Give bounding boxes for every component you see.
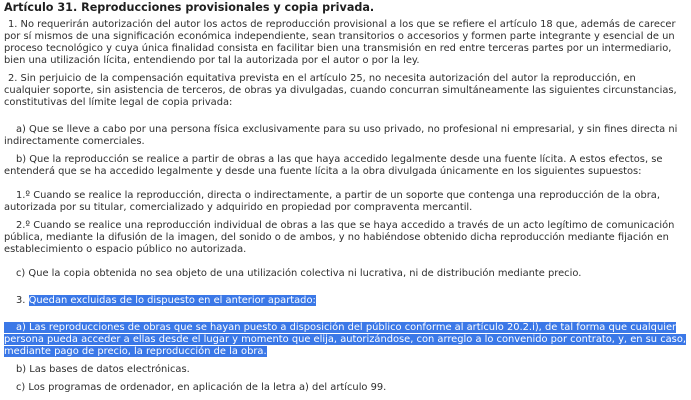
- subitem-1-line-1: 1.º Cuando se realice la reproducción, directa o indirectamente, a partir de un soporte que contenga una reproducción de la obra,: [16, 190, 660, 201]
- subitem-1-line-2: autorizada por su titular, comercializado y adquirido en propiedad por compraventa mercantil.: [4, 202, 473, 213]
- paragraph-3: [16, 295, 316, 307]
- item-b-line-2: entenderá que se ha accedido legalmente y desde una fuente lícita a la obra divulgada únicamente en los siguientes supuestos:: [4, 166, 642, 177]
- item-b-line-1: b) Que la reproducción se realice a partir de obras a las que haya accedido legalmente desde una fuente lícita. A estos efectos, se: [16, 154, 663, 165]
- item-3c: c) Los programas de ordenador, en aplicación de la letra a) del artículo 99.: [16, 382, 387, 393]
- item-3a-line-2-highlight[interactable]: persona pueda acceder a ellas desde el lugar y momento que elija, autorizándose, con arreglo a lo convenido por contrato, y, en su caso,: [4, 334, 687, 345]
- article-title: Artículo 31. Reproducciones provisionales y copia privada.: [4, 1, 375, 14]
- paragraph-1-line-2: por sí mismos de una significación económica independiente, sean transitorios o accesorios y formen parte integrante y esencial de un: [4, 31, 675, 42]
- paragraph-1-line-4: bien una utilización lícita, entendiendo por tal la autorizada por el autor o por la ley.: [4, 55, 420, 66]
- item-3a-line-1: [4, 322, 676, 334]
- item-3a-line-3-highlight[interactable]: mediante pago de precio, la reproducción de la obra.: [4, 346, 267, 357]
- paragraph-2-line-2: cualquier soporte, sin asistencia de terceros, de obras ya divulgadas, cuando concurran simultáneamente las siguientes circunstancias,: [4, 85, 677, 96]
- subitem-2-line-1: 2.º Cuando se realice una reproducción individual de obras a las que se haya accedido a través de un acto legítimo de comunicación: [16, 220, 675, 231]
- paragraph-3-highlighted-text[interactable]: Quedan excluidas de lo dispuesto en el anterior apartado:: [28, 295, 316, 306]
- item-3b: b) Las bases de datos electrónicas.: [16, 364, 190, 375]
- item-c: c) Que la copia obtenida no sea objeto de una utilización colectiva ni lucrativa, ni de distribución mediante precio.: [16, 268, 582, 279]
- paragraph-2-line-1: 2. Sin perjuicio de la compensación equitativa prevista en el artículo 25, no necesita autorización del autor la reproducción, en: [8, 73, 636, 84]
- paragraph-1-line-3: proceso tecnológico y cuya única finalidad consista en facilitar bien una transmisión en red entre terceras partes por un intermediario,: [4, 43, 672, 54]
- paragraph-2-line-3: constitutivas del límite legal de copia privada:: [4, 97, 233, 108]
- item-a-line-2: indirectamente comerciales.: [4, 136, 145, 147]
- subitem-2-line-2: pública, mediante la difusión de la imagen, del sonido o de ambos, y no habiéndose obtenido dicha reproducción mediante fijación en: [4, 232, 669, 243]
- paragraph-1-line-1: 1. No requerirán autorización del autor los actos de reproducción provisional a los que se refiere el artículo 18 que, además de carecer: [8, 19, 676, 30]
- item-3a-line-1-highlight[interactable]: a) Las reproducciones de obras que se hayan puesto a disposición del público conforme al artículo 20.2.i), de tal forma que cualquier: [4, 322, 676, 333]
- item-3a-line-2: [4, 334, 686, 346]
- item-a-line-1: a) Que se lleve a cabo por una persona física exclusivamente para su uso privado, no profesional ni empresarial, y sin fines directa ni: [16, 124, 678, 135]
- subitem-2-line-3: establecimiento o espacio público no autorizada.: [4, 244, 247, 255]
- item-3a-line-3: [4, 346, 267, 358]
- paragraph-3-number: 3.: [16, 295, 29, 306]
